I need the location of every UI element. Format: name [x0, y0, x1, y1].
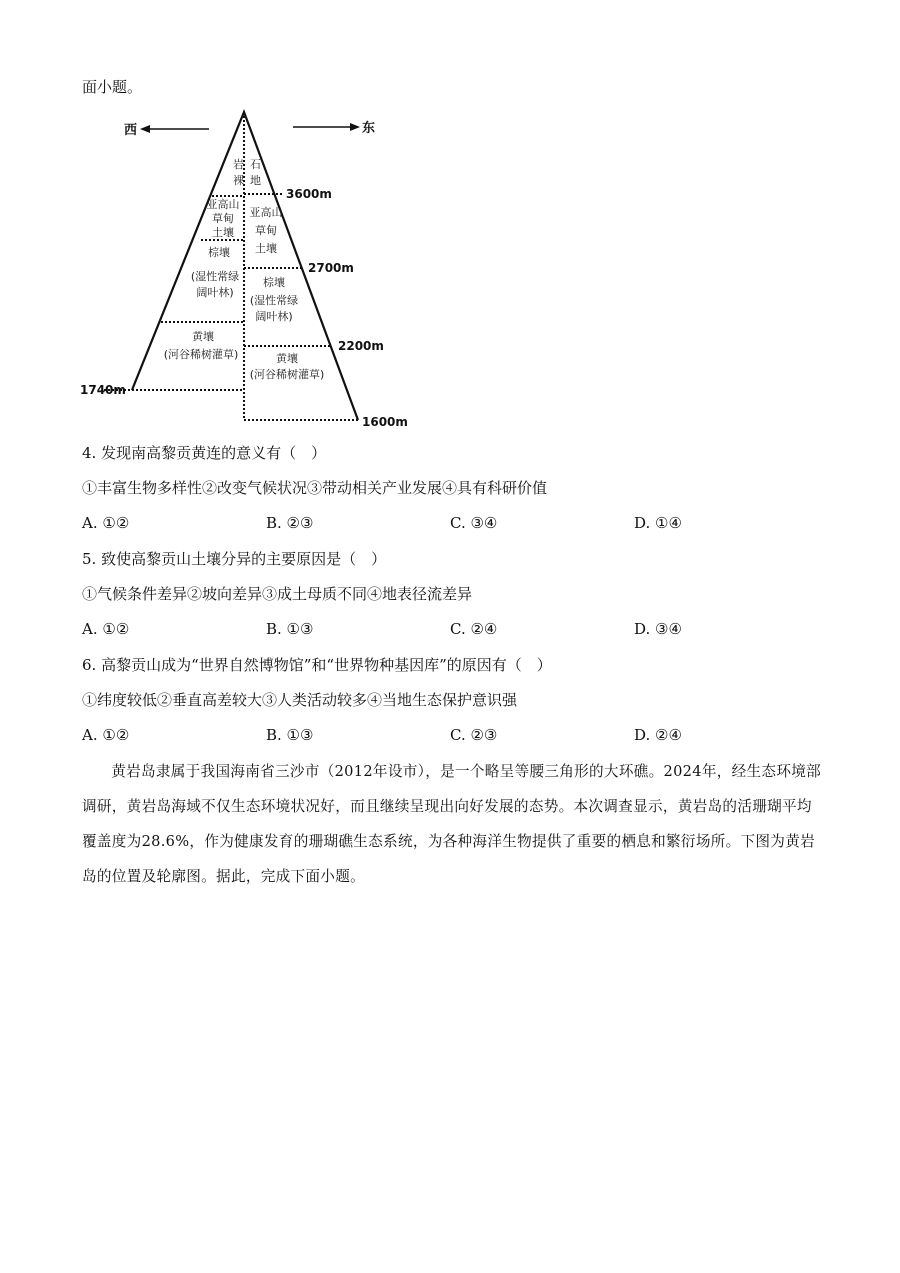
elev-1740: 1740m — [80, 383, 126, 397]
question-5-option-c[interactable]: C. ②④ — [450, 620, 498, 638]
soil-profile-diagram — [76, 106, 416, 434]
zone-label: (河谷稀树灌草) — [249, 368, 325, 381]
question-5-option-d[interactable]: D. ③④ — [634, 620, 682, 638]
elev-2700: 2700m — [308, 261, 354, 275]
zone-label: 黄壤 — [192, 330, 214, 343]
question-6-option-a[interactable]: A. ①② — [82, 726, 130, 744]
passage-huangyan-island: 黄岩岛隶属于我国海南省三沙市（2012年设市），是一个略呈等腰三角形的大环礁。2024年，经生态环境部调研，黄岩岛海域不仅生态环境状况好，而且继续呈现出向好发展的态势。本次调查显示，黄岩岛的活珊瑚平均覆盖度为28.6%，作为健康发育的珊瑚礁生态系统，为各种海洋生物提供了重要的栖息和繁衍场所。下图为黄岩岛的位置及轮廓图。据此，完成下面小题。 — [82, 763, 822, 885]
zone-label: 土壤 — [212, 226, 234, 239]
zone-label: 草甸 — [255, 224, 277, 237]
question-5-option-a[interactable]: A. ①② — [82, 620, 130, 638]
question-6-stem: 6. 高黎贡山成为“世界自然博物馆”和“世界物种基因库”的原因有（ ） — [82, 656, 552, 674]
zone-label: 石 — [250, 158, 261, 171]
elev-2200: 2200m — [338, 339, 384, 353]
question-6-option-d[interactable]: D. ②④ — [634, 726, 682, 744]
question-6-items: ①纬度较低②垂直高差较大③人类活动较多④当地生态保护意识强 — [82, 691, 518, 709]
east-label: 东 — [362, 121, 376, 136]
question-5-items: ①气候条件差异②坡向差异③成土母质不同④地表径流差异 — [82, 585, 473, 603]
question-5-option-b[interactable]: B. ①③ — [266, 620, 314, 638]
zone-label: (湿性常绿 — [249, 294, 299, 307]
zone-label: 土壤 — [255, 242, 277, 255]
elev-3600: 3600m — [286, 187, 332, 201]
zone-label: 棕壤 — [208, 246, 230, 259]
zone-label: 裸 — [233, 174, 244, 187]
zone-label: 黄壤 — [276, 352, 298, 365]
zone-label: 地 — [250, 174, 261, 187]
question-6-option-c[interactable]: C. ②③ — [450, 726, 498, 744]
zone-label: 岩 — [233, 158, 244, 171]
intro-tail: 面小题。 — [82, 78, 143, 96]
zone-label: (河谷稀树灌草) — [163, 348, 239, 361]
question-4-stem: 4. 发现南高黎贡黄连的意义有（ ） — [82, 444, 327, 462]
question-4-option-a[interactable]: A. ①② — [82, 514, 130, 532]
zone-label: 亚高山 — [249, 206, 283, 219]
question-4-option-d[interactable]: D. ①④ — [634, 514, 682, 532]
question-4-items: ①丰富生物多样性②改变气候状况③带动相关产业发展④具有科研价值 — [82, 479, 548, 497]
zone-label: (湿性常绿 — [190, 270, 240, 283]
zone-label: 草甸 — [212, 212, 234, 225]
zone-label: 阔叶林) — [255, 310, 293, 323]
zone-label: 阔叶林) — [196, 286, 234, 299]
zone-label: 棕壤 — [263, 276, 285, 289]
question-4-option-c[interactable]: C. ③④ — [450, 514, 498, 532]
question-4-option-b[interactable]: B. ②③ — [266, 514, 314, 532]
west-label: 西 — [124, 123, 138, 138]
zone-label: 亚高山 — [206, 198, 240, 211]
question-5-stem: 5. 致使高黎贡山土壤分异的主要原因是（ ） — [82, 550, 387, 568]
question-6-option-b[interactable]: B. ①③ — [266, 726, 314, 744]
elev-1600: 1600m — [362, 415, 408, 429]
